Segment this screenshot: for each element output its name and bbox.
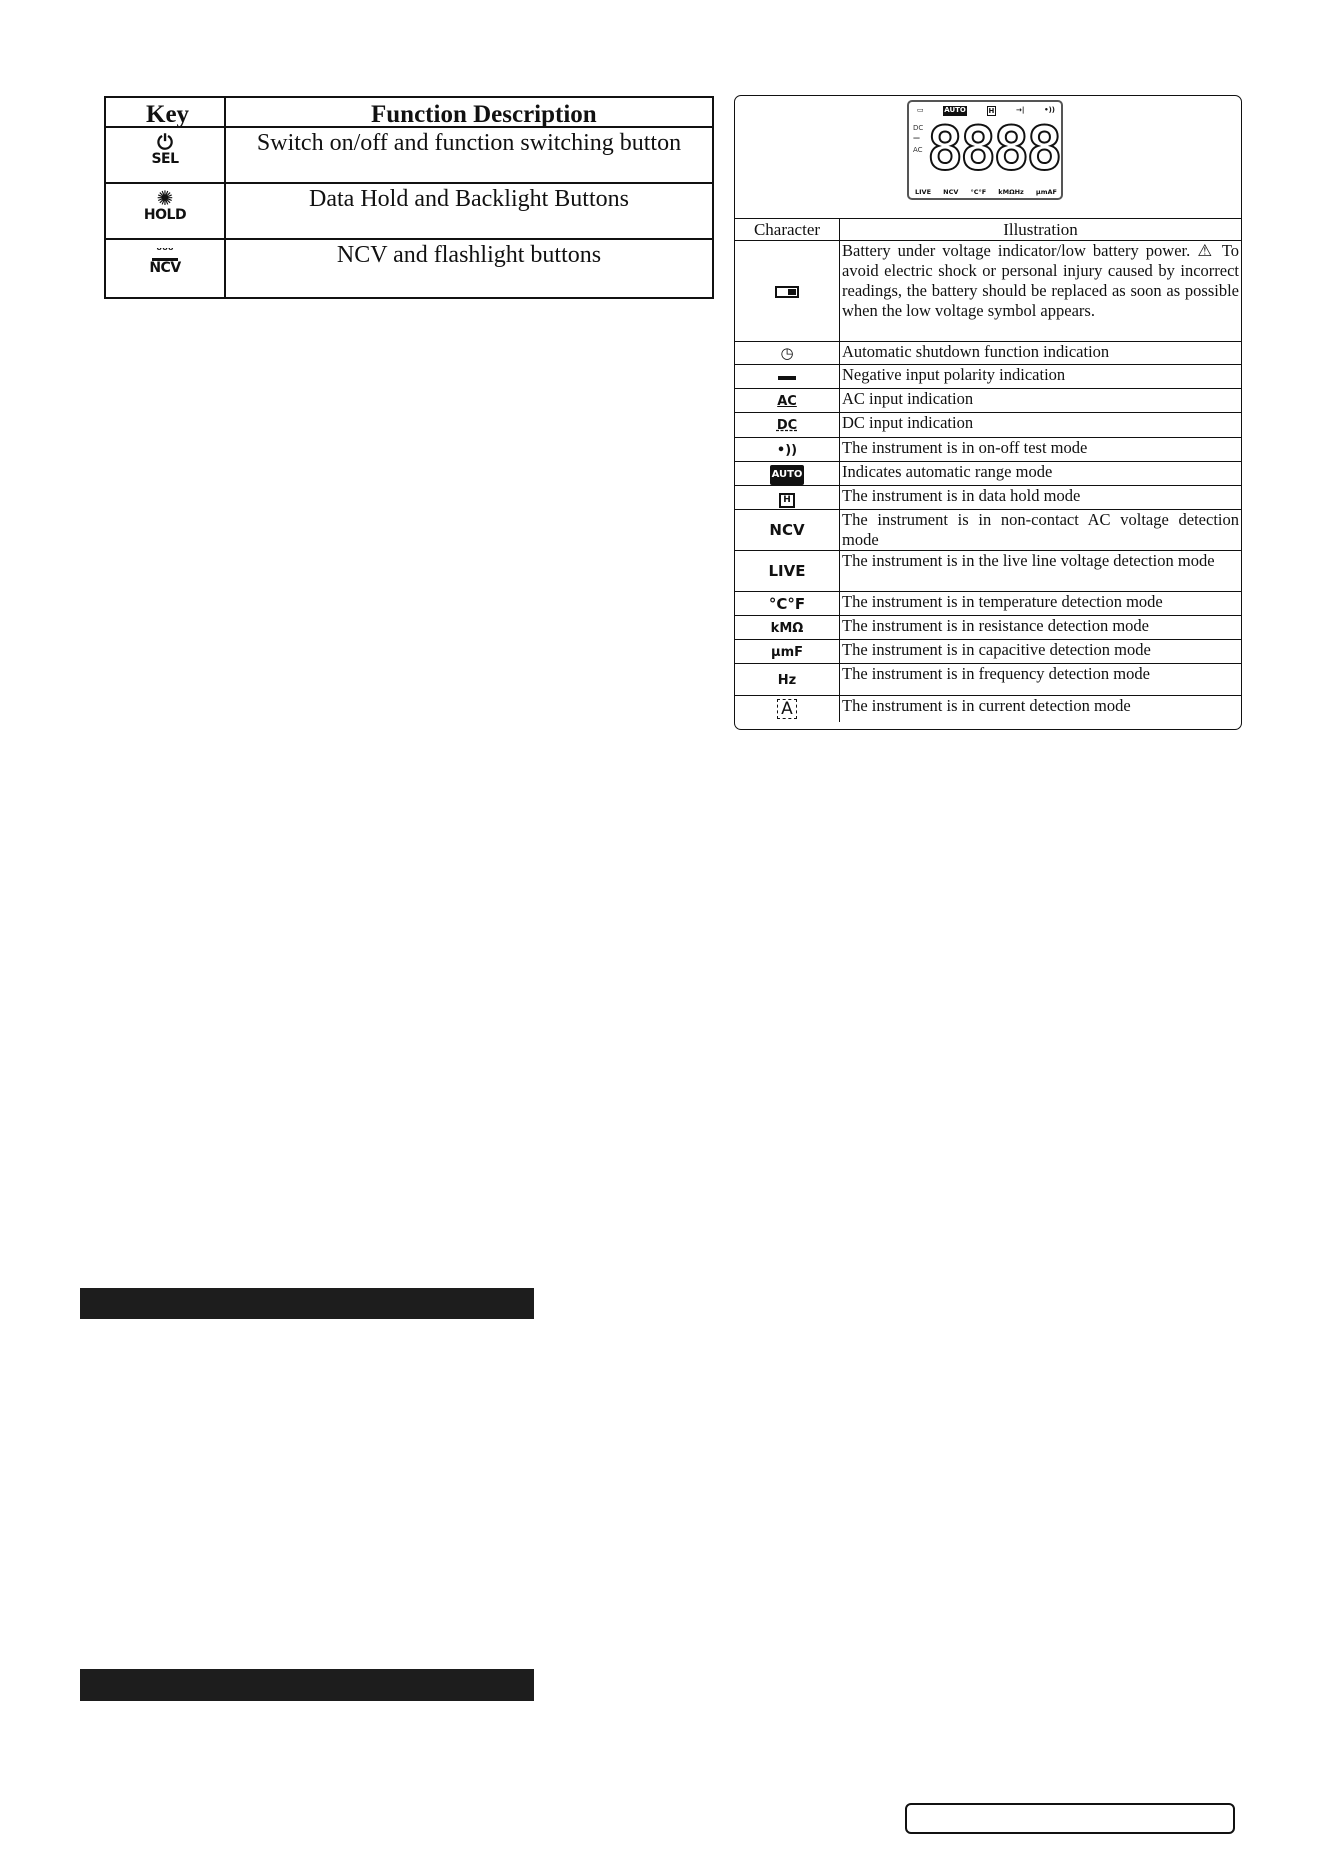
key-description: NCV and flashlight buttons: [336, 242, 602, 268]
auto-off-icon: ◷: [780, 344, 794, 362]
power-icon: ⏻ SEL: [106, 132, 224, 167]
continuity-icon: •)): [1044, 106, 1055, 114]
row-illustration: DC input indication: [840, 413, 1242, 438]
row-illustration: Battery under voltage indicator/low battery power. ⚠ To avoid electric shock or personal injury caused by incorrect readings, the battery should be replaced as soon as possible when the low voltage symbol appears.: [840, 241, 1242, 342]
table-row: [735, 696, 1241, 722]
key-column-header: Key: [146, 101, 190, 128]
row-illustration: Indicates automatic range mode: [840, 462, 1242, 486]
ncv-symbol: NCV: [943, 188, 959, 196]
row-illustration: Negative input polarity indication: [840, 365, 1242, 389]
ncv-icon: NCV: [769, 521, 805, 539]
key-function-table: [104, 96, 714, 299]
key-table-header-row: [106, 98, 712, 128]
hold-icon: H: [779, 493, 795, 508]
lcd-display-illustration: [907, 100, 1063, 200]
row-illustration: The instrument is in current detection mode: [842, 696, 1131, 715]
minus-symbol: —: [913, 134, 920, 142]
table-row: [735, 438, 1241, 462]
row-illustration: AC input indication: [840, 389, 1242, 413]
dc-icon: DC: [776, 418, 798, 433]
description-column-header: Function Description: [371, 101, 597, 128]
lcd-digits: 8888: [927, 114, 1060, 184]
row-illustration: The instrument is in data hold mode: [840, 486, 1242, 510]
lcd-bottom-symbols: [915, 188, 1057, 196]
hold-icon: H: [988, 107, 995, 115]
dc-symbol: DC: [913, 124, 924, 132]
capacitance-current-symbol: μmAF: [1035, 188, 1057, 196]
current-icon: A: [777, 699, 797, 719]
table-row: [735, 616, 1241, 640]
diode-icon: →|: [1016, 106, 1025, 114]
row-illustration: The instrument is in temperature detection mode: [840, 592, 1242, 616]
key-row-sel: [106, 126, 712, 184]
ncv-icon: ᵕᵕᵕ NCV: [106, 244, 224, 276]
resistance-icon: kMΩ: [770, 620, 804, 636]
row-illustration: The instrument is in capacitive detection mode: [840, 640, 1242, 664]
temperature-icon: °C°F: [768, 594, 806, 613]
table-row: [735, 510, 1241, 551]
character-illustration-table: [735, 218, 1241, 722]
row-illustration: The instrument is in non-contact AC voltage detection mode: [840, 510, 1242, 551]
auto-icon: AUTO: [770, 465, 805, 485]
key-row-hold: [106, 182, 712, 240]
table-row: [735, 664, 1241, 696]
table-row: [735, 241, 1241, 342]
sel-key-label: SEL: [151, 151, 179, 167]
battery-icon: [775, 286, 799, 298]
footer-box: [905, 1803, 1235, 1834]
row-illustration: Automatic shutdown function indication: [840, 342, 1242, 365]
illustration-column-header: Illustration: [840, 219, 1242, 241]
table-row: [735, 389, 1241, 413]
frequency-icon: Hz: [777, 672, 797, 688]
key-description: Data Hold and Backlight Buttons: [309, 186, 629, 212]
table-row: [735, 413, 1241, 438]
live-symbol: LIVE: [915, 188, 932, 196]
row-illustration: The instrument is in resistance detection mode: [840, 616, 1242, 640]
auto-icon: AUTO: [944, 106, 966, 114]
table-row: [735, 342, 1241, 365]
row-illustration: The instrument is in on-off test mode: [840, 438, 1242, 462]
table-row: [735, 640, 1241, 664]
live-icon: LIVE: [768, 562, 806, 580]
ac-symbol: AC: [913, 146, 923, 154]
section-header-bar: [80, 1288, 534, 1319]
key-row-ncv: [106, 238, 712, 299]
minus-icon: [778, 376, 796, 380]
resistance-frequency-symbol: kMΩHz: [998, 188, 1024, 196]
ac-icon: AC: [777, 393, 797, 409]
table-row: [735, 592, 1241, 616]
section-header-bar: [80, 1669, 534, 1701]
display-symbols-panel: [734, 95, 1242, 730]
character-column-header: Character: [735, 219, 840, 241]
hold-key-label: HOLD: [143, 207, 187, 223]
continuity-icon: •)): [776, 442, 798, 458]
capacitance-icon: μmF: [771, 644, 803, 660]
temperature-symbol: °C°F: [970, 188, 987, 196]
ncv-key-label: NCV: [149, 260, 181, 276]
row-illustration: The instrument is in frequency detection mode: [840, 664, 1242, 696]
key-description: Switch on/off and function switching button: [256, 130, 682, 156]
table-row: [735, 462, 1241, 486]
table-row: [735, 365, 1241, 389]
table-row: [735, 551, 1241, 592]
char-table-header-row: [735, 219, 1241, 241]
sun-icon: ✺ HOLD: [106, 188, 224, 223]
row-illustration: The instrument is in the live line voltage detection mode: [840, 551, 1242, 592]
battery-icon: ▭: [917, 106, 924, 114]
table-row: [735, 486, 1241, 510]
